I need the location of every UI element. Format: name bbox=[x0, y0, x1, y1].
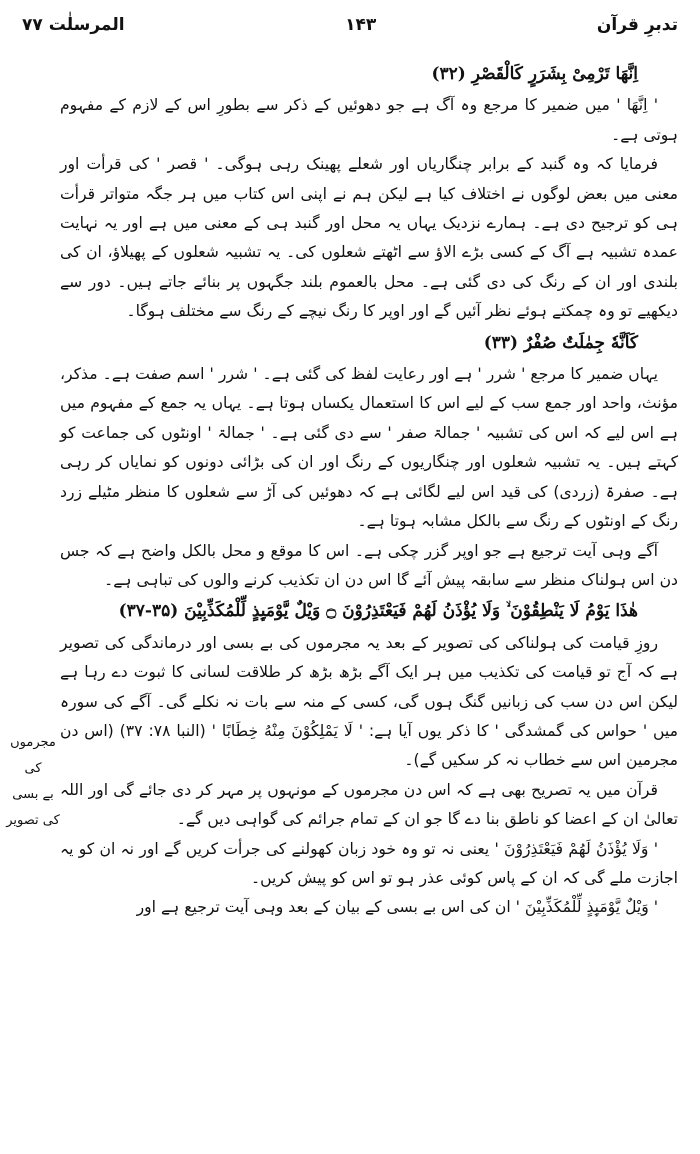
surah-name: المرسلٰت ۷۷ bbox=[22, 15, 125, 35]
paragraph: آگے وہی آیت ترجیع ہے جو اوپر گزر چکی ہے۔ اس کا موقع و محل بالکل واضح ہے کہ جس دن اس ہولناک منظر سے سابقہ پیش آئے گا اس دن ان تکذیب کرنے والوں کی تباہی ہے۔ bbox=[60, 541, 678, 589]
paragraph: فرمایا کہ وہ گنبد کے برابر چنگاریاں اور شعلے پھینک رہی ہوگی۔ ' قصر ' کی قرأت اور معنی میں بعض لوگوں نے اختلاف کیا ہے لیکن ہم نے اپنی اس کتاب میں ہر جگہ متواتر قرأت ہی کو ترجیح دی ہے۔ ہمارے نزدیک یہاں یہ محل اور گنبد ہی کے معنی میں ہے اور یہ نہایت عمدہ تشبیہ ہے آگ کے کسی بڑے الاؤ سے اٹھتے شعلوں کی۔ یہ تشبیہ شعلوں کے پھیلاؤ، ان کی بلندی اور ان کے رنگ کی دی گئی ہے۔ محل بالعموم بلند جگہوں پر بنائے جاتے ہیں۔ دور سے دیکھیے تو وہ چمکتے ہوئے نظر آئیں گے اور اوپر کا رنگ نیچے کے رنگ سے مختلف ہوگا۔ bbox=[60, 155, 678, 321]
paragraph: یہاں ضمیر کا مرجع ' شرر ' ہے اور رعایت لفظ کی گئی ہے۔ ' شرر ' اسم صفت ہے۔ مذکر، مؤنث، واحد اور جمع سب کے لیے اس کا استعمال یکساں ہوتا ہے۔ یہاں یہ جمع کے مفہوم میں ہے اس لیے کہ اس کی تشبیہ ' جمالۃ صفر ' سے دی گئی ہے۔ ' جمالۃ ' اونٹوں کی جماعت کو کہتے ہیں۔ یہ تشبیہ شعلوں اور چنگاریوں کے رنگ اور ان کی بڑائی دونوں کو نمایاں کر رہی ہے۔ صفرۃ (زردی) کی قید اس لیے لگائی ہے کہ دھوئیں کی آڑ سے شعلوں کا منظر مٹیلے زرد رنگ کے اونٹوں کے رنگ سے بالکل مشابہ ہوتا ہے۔ bbox=[60, 365, 678, 531]
paragraph: ' وَلَا یُؤْذَنُ لَهُمْ فَیَعْتَذِرُوْنَ ' یعنی نہ تو وہ خود زبان کھولنے کی جرأت کریں گے اور نہ ان کو یہ اجازت ملے گی کہ ان کے پاس کوئی عذر ہو تو اس کو پیش کریں۔ bbox=[60, 839, 678, 887]
commentary-body bbox=[60, 58, 678, 923]
page-number: ۱۴۳ bbox=[345, 15, 377, 35]
verse-heading: هٰذَا یَوْمُ لَا یَنْطِقُوْنَ ۙ وَلَا یُؤْذَنُ لَهُمْ فَیَعْتَذِرُوْنَ ۝ وَیْلٌ یَّوْمَىِٕذٍ لِّلْمُكَذِّبِیْنَ (۳۵-۳۷) bbox=[118, 601, 638, 622]
book-title: تدبرِ قرآن bbox=[596, 15, 678, 35]
verse-heading: كَاَنَّهٗ جِمٰلَتٌ صُفْرٌ (۳۳) bbox=[483, 332, 638, 353]
paragraph: ' اِنَّهَا ' میں ضمیر کا مرجع وہ آگ ہے جو دھوئیں کے ذکر سے بطورِ اس کے لازم کے مفہوم ہوتی ہے۔ bbox=[60, 96, 678, 144]
paragraph: قرآن میں یہ تصریح بھی ہے کہ اس دن مجرموں کے مونہوں پر مہر کر دی جائے گی اور اللہ تعالیٰ ان کے اعضا کو ناطق بنا دے گا جو ان کے تمام جرائم کی گواہی دیں گے۔ bbox=[60, 780, 678, 829]
margin-note-line: بے بسی bbox=[12, 787, 54, 802]
margin-note bbox=[4, 730, 62, 834]
margin-note-line: کی تصویر bbox=[6, 813, 60, 828]
verse-heading: اِنَّهَا تَرْمِیْ بِشَرَرٍ كَالْقَصْرِ (۳۲) bbox=[431, 64, 638, 84]
paragraph: ' وَیْلٌ یَّوْمَىِٕذٍ لِّلْمُكَذِّبِیْنَ ' ان کی اس بے بسی کے بیان کے بعد وہی آیت ترجیع ہے اور bbox=[136, 898, 658, 917]
paragraph: روزِ قیامت کی ہولناکی کی تصویر کے بعد یہ مجرموں کی بے بسی اور درماندگی کی تصویر ہے کہ آج تو قیامت کی تکذیب میں ہر ایک آگے بڑھ بڑھ کر طلاقت لسانی کا ثبوت دے رہا ہے لیکن اس دن سب کی زبانیں گنگ ہوں گی، کسی کے منہ سے بات نہ نکلے گی۔ آگے کی سورہ میں ' حواس کی گمشدگی ' کا ذکر یوں آیا ہے: ' لَا یَمْلِكُوْنَ مِنْهُ خِطَابًا ' (النبا ۷۸: ۳۷) (اس دن مجرمین اس سے خطاب نہ کر سکیں گے)۔ bbox=[60, 633, 678, 770]
margin-note-line: مجرموں کی bbox=[10, 735, 56, 776]
running-head bbox=[22, 8, 678, 42]
